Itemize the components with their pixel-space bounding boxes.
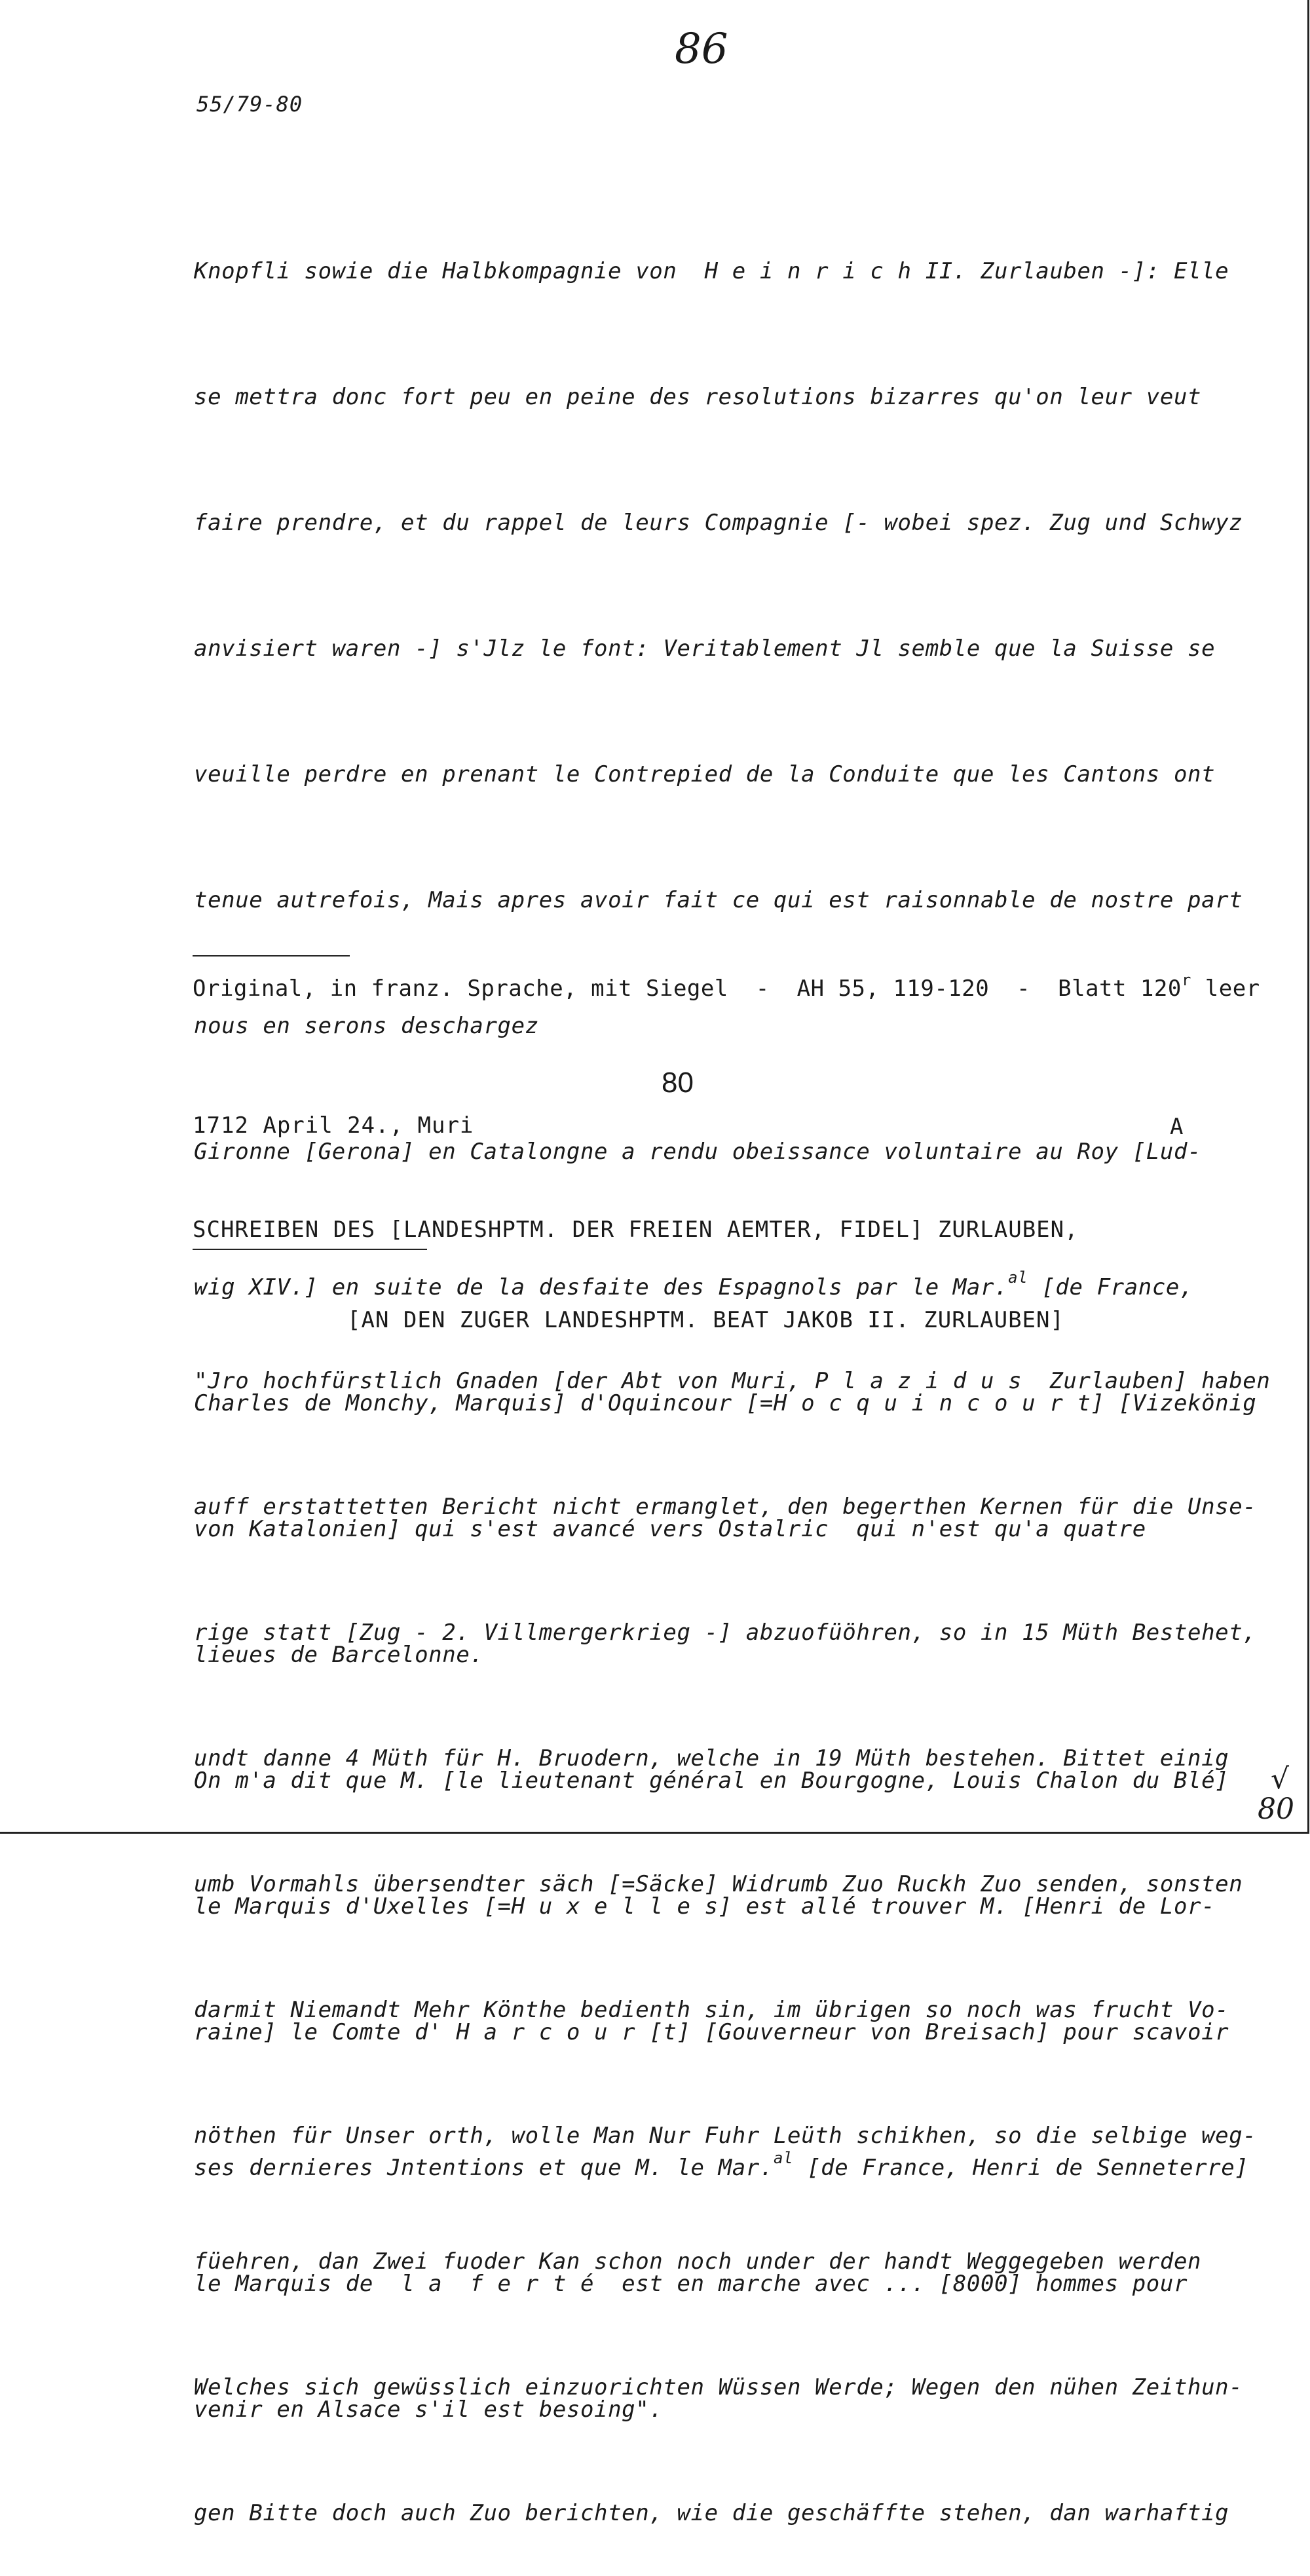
text-line: darmit Niemandt Mehr Könthe bedienth sin, im übrigen so noch was frucht Vo- — [194, 1997, 1229, 2023]
text-line: tenue autrefois, Mais apres avoir fait ce qui est raisonnable de nostre part — [194, 887, 1243, 913]
text-line: füehren, dan Zwei fuoder Kan schon noch under der handt Weggegeben werden — [194, 2248, 1202, 2275]
text-line: se mettra donc fort peu en peine des resolutions bizarres qu'on leur veut — [194, 384, 1202, 410]
text-line: rige statt [Zug - 2. Villmergerkrieg -] abzuofüöhren, so in 15 Müth Bestehet, — [194, 1619, 1257, 1646]
title-line-2: [AN DEN ZUGER LANDESHPTM. BEAT JAKOB II. ZURLAUBEN] — [347, 1307, 1064, 1333]
text-line: Welches sich gewüsslich einzuorichten Wüssen Werde; Wegen den nühen Zeithun- — [194, 2374, 1243, 2400]
text-line: On m'a dit que M. [le lieutenant général en Bourgogne, Louis Chalon du Blé] — [194, 1768, 1229, 1794]
text-line: umb Vormahls übersendter säch [=Säcke] Widrumb Zuo Ruckh Zuo senden, sonsten — [194, 1871, 1243, 1897]
text-line: veuille perdre en prenant le Contrepied de la Conduite que les Cantons ont — [194, 761, 1216, 787]
text-span: ses dernieres Jntentions et que M. le Mar. — [194, 2155, 774, 2181]
text-span: wig XIV.] en suite de la desfaite des Espagnols par le Mar. — [194, 1274, 1009, 1300]
source-note-sup: r — [1181, 971, 1191, 989]
text-span: [de France, — [1028, 1274, 1194, 1300]
source-note-after: leer — [1191, 975, 1260, 1002]
divider — [193, 1249, 427, 1250]
source-note — [193, 971, 1260, 1002]
title-line-1: SCHREIBEN DES [LANDESHPTM. DER FREIEN AEMTER, FIDEL] ZURLAUBEN, — [193, 1217, 1079, 1243]
text-line: le Marquis de l a f e r t é est en marche avec ... [8000] hommes pour — [194, 2271, 1188, 2297]
text-line: nous en serons deschargez — [194, 1013, 539, 1039]
text-line: lieues de Barcelonne. — [194, 1642, 484, 1668]
source-note-text: Original, in franz. Sprache, mit Siegel - AH 55, 119-120 - Blatt 120 — [193, 975, 1182, 1002]
text-line: von Katalonien] qui s'est avancé vers Ostalric qui n'est qu'a quatre — [194, 1516, 1146, 1542]
text-line: venir en Alsace s'il est besoing". — [194, 2396, 664, 2423]
document-number: 80 — [662, 1067, 694, 1099]
text-span: [de France, Henri de Senneterre] — [793, 2155, 1249, 2181]
text-block-2 — [194, 1276, 1271, 2576]
handwritten-number: 80 — [1258, 1792, 1294, 1826]
text-line: undt danne 4 Müth für H. Bruodern, welche in 19 Müth bestehen. Bittet einig — [194, 1745, 1229, 1771]
divider — [193, 955, 350, 957]
text-line: "Jro hochfürstlich Gnaden [der Abt von Muri, P l a z i d u s Zurlauben] haben — [194, 1368, 1271, 1394]
page-number: 86 — [675, 25, 728, 73]
superscript: al — [1008, 1268, 1028, 1287]
text-line: Knopfli sowie die Halbkompagnie von H e i n r i c h II. Zurlauben -]: Elle — [194, 258, 1229, 284]
text-line: nöthen für Unser orth, wolle Man Nur Fuhr Leüth schikhen, so die selbige weg- — [194, 2123, 1257, 2149]
text-line: le Marquis d'Uxelles [=H u x e l l e s] est allé trouver M. [Henri de Lor- — [194, 1893, 1216, 1920]
text-line: auff erstattetten Bericht nicht ermanglet, den begerthen Kernen für die Unse- — [194, 1494, 1257, 1520]
check-mark: √ — [1271, 1762, 1290, 1796]
text-line: faire prendre, et du rappel de leurs Compagnie [- wobei spez. Zug und Schwyz — [194, 510, 1243, 536]
text-line: gen Bitte doch auch Zuo berichten, wie die geschäffte stehen, dan warhaftig — [194, 2500, 1229, 2526]
superscript: al — [773, 2149, 794, 2167]
document-marker: A — [1170, 1114, 1184, 1140]
text-line: raine] le Comte d' H a r c o u r [t] [Gouverneur von Breisach] pour scavoir — [194, 2019, 1229, 2045]
text-line: anvisiert waren -] s'Jlz le font: Veritablement Jl semble que la Suisse se — [194, 635, 1216, 662]
text-line: Gironne [Gerona] en Catalongne a rendu obeissance voluntaire au Roy [Lud- — [194, 1139, 1202, 1165]
date-place: 1712 April 24., Muri — [193, 1112, 474, 1139]
reference-number: 55/79-80 — [196, 92, 303, 117]
text-line: Charles de Monchy, Marquis] d'Oquincour [=H o c q u i n c o u r t] [Vizekönig — [194, 1390, 1257, 1416]
